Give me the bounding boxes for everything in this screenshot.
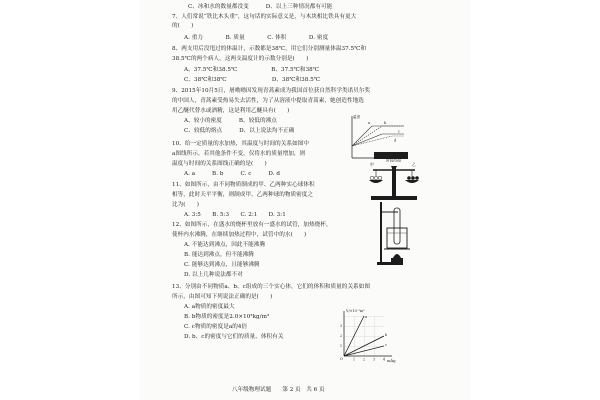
q11-right-pan — [405, 180, 419, 183]
q13-x-label: m/kg — [387, 359, 396, 363]
q13-line-b-label: b — [385, 333, 388, 337]
q13-stem-line-1: 13、分别由不同物质a、b、c组成的三个实心体，它们的体积和质量的关系如图 — [172, 284, 371, 290]
q12-stem-line-1: 12、如图所示，在盛水的烧杯里放有一盛水的试管，加热烧杯， — [172, 222, 332, 228]
q12-option-b: B. 能达到沸点，但不能沸腾 — [184, 252, 254, 258]
q13-x-tick: 3 — [373, 357, 376, 362]
q11-stem-line-3: 比为( ) — [172, 202, 200, 208]
q13-x-tick: 1 — [353, 357, 356, 362]
q8-option-cd: C、38℃和38℃ D、38℃和38.5℃ — [184, 77, 321, 83]
q11-balance-pillar — [392, 168, 396, 196]
q10-stem-line-2: a图线所示，若其他条件不变，仅将水的质量增加，则 — [172, 151, 306, 157]
q10-curve-b-label: b — [384, 121, 387, 125]
q10-curve-a-label: a — [368, 121, 371, 125]
q13-option-a: A. a物质的密度最大 — [184, 304, 235, 310]
q10-curve-c-label: c — [398, 129, 401, 134]
q13-option-d: D. b、c的密度与它们的质量、体积有关 — [184, 334, 284, 340]
q7-options: A. 重力 B. 质量 C. 体积 D. 密度 — [184, 35, 329, 41]
q8-option-ab: A、37.5℃和38.5℃ B、37.5℃和38℃ — [184, 67, 320, 73]
q11-ball-yi — [411, 176, 415, 180]
q13-y-tick: 3 — [340, 324, 343, 328]
q13-stem-line-2: 所示，由图可知下列说法正确的是( ) — [172, 294, 273, 300]
q10-y-label: 温度 — [353, 115, 361, 119]
q12-test-tube — [394, 208, 400, 244]
q9-stem-line-2: 的中国人，青蒿素受热易失去活性，为了从溶液中提取青蒿素，她创造性地选 — [172, 98, 364, 104]
q11-options: A. 3:5 B. 5:3 C. 2:1 D. 3:1 — [184, 212, 286, 218]
q10-stem-line-3: 温度与时间的关系图线正确的是( ) — [172, 161, 267, 167]
q13-option-c: C. c物质的密度是a的4倍 — [184, 324, 248, 330]
q13-y-tick: 1 — [340, 344, 343, 348]
q8-stem-line-2: 38.5℃的两个病人，这两支温度计的示数分别是( ) — [172, 56, 309, 62]
q12-option-d: D. 以上几种说法都不对 — [184, 272, 243, 278]
q13-grid — [344, 316, 384, 356]
q10-curve-d-label: d — [394, 138, 397, 143]
q13-x-tick: 4 — [383, 357, 386, 362]
q8-stem-line-1: 8、两支用后没甩过的体温计，示数都是38℃，用它们分别测量体温37.5℃和 — [172, 46, 367, 52]
q11-ball-jia — [370, 176, 374, 180]
q7-stem-line-1: 7、人们常说“铁比木头重”，这句话的实际意义是，与木块相比铁具有更大 — [172, 14, 357, 20]
q13-volume-mass-graph — [336, 306, 400, 364]
q11-left-pan — [369, 180, 383, 183]
q7-stem-line-2: 的( ) — [172, 23, 194, 29]
q10-stem-line-1: 10、给一定质量的水加热，其温度与时间的关系如图中 — [172, 141, 310, 147]
q11-ball-yi — [415, 176, 419, 180]
q11-ball-jia — [378, 176, 382, 180]
q12-beaker — [387, 228, 407, 248]
q10-options: A. a B. b C. c D. d — [184, 171, 280, 177]
q12-stand-rod — [380, 202, 382, 264]
q12-flame — [393, 254, 401, 258]
q9-option-ab: A、较小的密度 B、较低的沸点 — [184, 118, 277, 124]
q11-ball-yi — [407, 176, 411, 180]
q13-x-tick: 2 — [363, 357, 366, 362]
q13-line-c-label: c — [385, 343, 387, 347]
q13-y-label: V/×10⁻³m³ — [346, 309, 365, 313]
q11-stem-line-1: 11、如图所示，由不同物质制成的甲、乙两种实心球体积 — [172, 182, 315, 188]
q12-stand-base — [377, 262, 403, 265]
q11-ball-jia — [374, 176, 378, 180]
q11-balance-pointer — [391, 166, 397, 172]
q11-stem-line-2: 相等，此时天平平衡，则制成甲、乙两种球的物质密度之 — [172, 192, 314, 198]
q11-balance-figure — [367, 160, 421, 202]
q12-option-a: A. 不能达到沸点，因此不能沸腾 — [184, 242, 266, 248]
q6-option-cd: C、冰和水的数量都没变 D、以上三种情况都有可能 — [188, 4, 333, 10]
q9-stem-line-3: 用乙醚代替水或酒精，这是利用乙醚具有( ) — [172, 108, 290, 114]
q13-y-tick: 2 — [340, 334, 343, 338]
q12-boiling-apparatus — [376, 200, 416, 266]
q12-option-c: C. 能够达到沸点，且能够沸腾 — [184, 262, 260, 268]
q13-option-b: B. b物质的密度是2.0×10³kg/m³ — [184, 314, 270, 320]
q11-label-jia: 甲 — [370, 162, 374, 167]
q11-label-yi: 乙 — [412, 162, 416, 167]
q9-option-cd: C、较低的熔点 D、以上说法均不正确 — [184, 128, 295, 134]
q13-line-a-label: a — [365, 315, 368, 319]
q10-x-label: 时间/min — [386, 158, 402, 162]
q13-origin: O — [340, 357, 343, 361]
q12-stem-line-2: 使杯内水沸腾，在继续加热过程中，试管中的水( ) — [172, 232, 307, 238]
q9-stem-line-1: 9、2015年10月5日，屠呦呦因发现青蒿素成为我国首位获自然科学类诺贝尔奖 — [172, 88, 371, 94]
page-footer: 八年级物理试题 第 2 页 共 6 页 — [232, 387, 325, 393]
q12-burner — [391, 258, 403, 262]
q10-graph-caption-bar — [374, 152, 408, 159]
